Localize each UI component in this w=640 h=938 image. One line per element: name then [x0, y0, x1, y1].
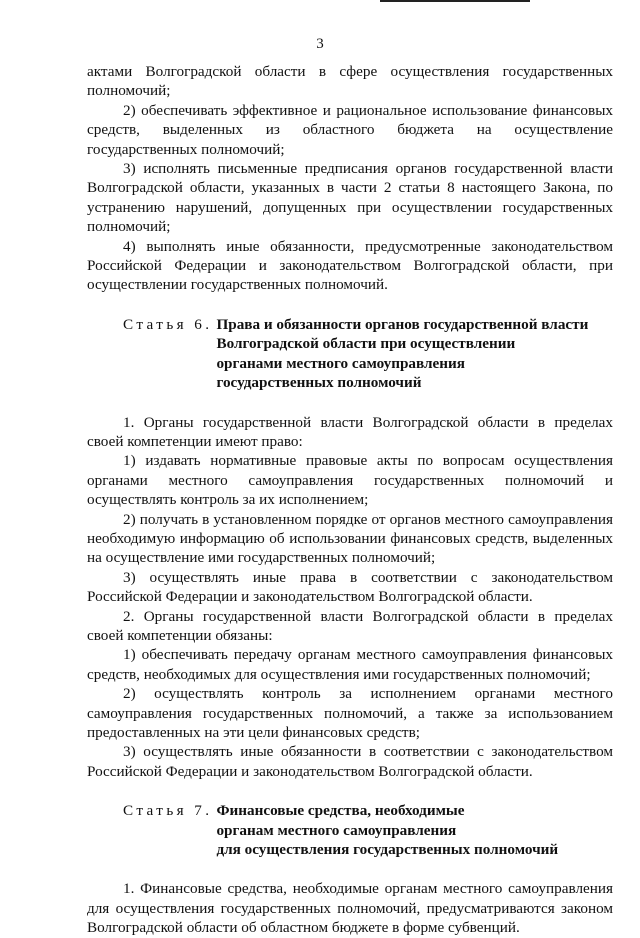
article-title-line: Права и обязанности органов государственной власти — [216, 315, 589, 333]
article-title-line: органами местного самоуправления — [216, 354, 465, 372]
paragraph-item: 4) выполнять иные обязанности, предусмотренные законодательством Российской Федерации и законодательством Волгоградской области, при осуществлении государственных полномочий. — [87, 237, 613, 294]
paragraph-item: 1) обеспечивать передачу органам местного самоуправления финансовых средств, необходимых для осуществления ими государственных полномочий; — [87, 646, 613, 683]
article-6-heading — [87, 315, 613, 393]
document-body — [87, 62, 613, 938]
paragraph-item: 2) получать в установленном порядке от органов местного самоуправления необходимую информацию об использовании финансовых средств, выделенных на осуществление ими государственных полномочий; — [87, 510, 613, 567]
article-6-title — [216, 315, 588, 393]
article-7-heading — [87, 801, 613, 859]
paragraph-item: 3) осуществлять иные обязанности в соответствии с законодательством Российской Федерации и законодательством Волгоградской области. — [87, 743, 613, 780]
article-6-label: Статья 6. — [123, 315, 213, 333]
article-title-line: для осуществления государственных полномочий — [216, 841, 559, 859]
paragraph-item: 2) обеспечивать эффективное и рациональное использование финансовых средств, выделенных из областного бюджета на осуществление государственных полномочий; — [87, 101, 613, 158]
article-title-line: Финансовые средства, необходимые — [216, 802, 465, 820]
paragraph-item: 3) осуществлять иные права в соответствии с законодательством Российской Федерации и законодательством Волгоградской области. — [87, 568, 613, 606]
article-title-line: органам местного самоуправления — [216, 821, 457, 839]
paragraph-item: 1) издавать нормативные правовые акты по вопросам осуществления органами местного самоуправления государственных полномочий и осуществлять контроль за их исполнением; — [87, 452, 613, 509]
top-scan-line — [380, 0, 530, 2]
paragraph-continuation: актами Волгоградской области в сфере осуществления государственных полномочий; — [87, 63, 613, 100]
article-7-title — [216, 801, 558, 859]
article-title-line: Волгоградской области при осуществлении — [216, 335, 516, 353]
paragraph-item: 1. Органы государственной власти Волгоградской области в пределах своей компетенции имеют право: — [87, 413, 613, 450]
paragraph-item: 2) осуществлять контроль за исполнением органами местного самоуправления государственных полномочий, а также за использованием предоставленных на эти цели финансовых средств; — [87, 685, 613, 741]
page-number: 3 — [316, 36, 324, 52]
paragraph-item: 1. Финансовые средства, необходимые органам местного самоуправления для осуществления государственных полномочий, предусматриваются законом Волгоградской области об областном бюджете в форме субвенций. — [87, 880, 613, 937]
article-7-label: Статья 7. — [123, 802, 213, 820]
paragraph-item: 3) исполнять письменные предписания органов государственной власти Волгоградской области, указанных в части 2 статьи 8 настоящего Закона, по устранению нарушений, допущенных при осуществлении государственных полномочий; — [87, 160, 613, 236]
paragraph-item: 2. Органы государственной власти Волгоградской области в пределах своей компетенции обязаны: — [87, 607, 613, 644]
article-title-line: государственных полномочий — [216, 374, 422, 392]
